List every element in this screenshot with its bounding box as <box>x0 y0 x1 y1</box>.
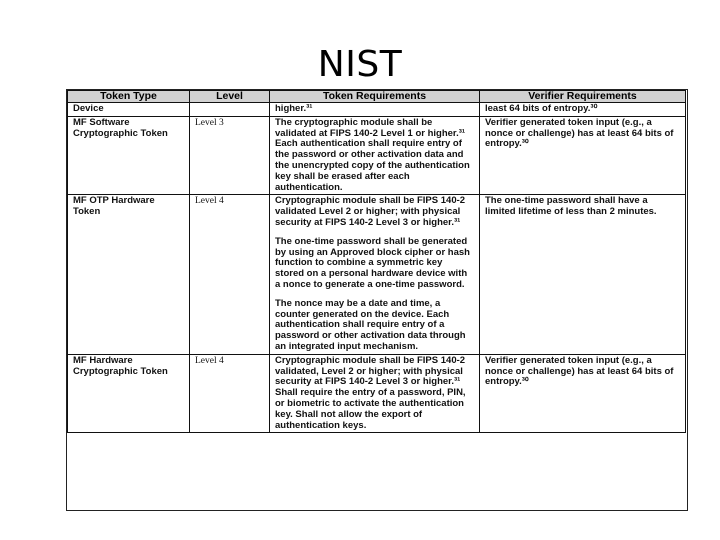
table-row <box>68 103 686 117</box>
cell-verifier-requirements: Verifier generated token input (e.g., a nonce or challenge) has at least 64 bits of entropy.³⁰ <box>480 116 686 195</box>
token-requirements-table <box>67 90 686 433</box>
cell-token-requirements <box>270 116 480 195</box>
cell-token-requirements <box>270 103 480 117</box>
cell-level: Level 4 <box>190 195 270 354</box>
cell-level: Level 3 <box>190 116 270 195</box>
slide-title: NIST <box>317 44 403 85</box>
cell-verifier-requirements: Verifier generated token input (e.g., a nonce or challenge) has at least 64 bits of entropy.³⁰ <box>480 354 686 433</box>
document-scan <box>66 89 688 511</box>
header-token-type: Token Type <box>68 91 190 103</box>
requirement-paragraph: higher.³¹ <box>275 103 313 114</box>
table-row <box>68 354 686 433</box>
header-token-requirements: Token Requirements <box>270 91 480 103</box>
requirement-paragraph: Cryptographic module shall be FIPS 140-2 validated Level 2 or higher; with physical security at FIPS 140-2 Level 3 or higher.³¹ <box>275 195 466 228</box>
table-row <box>68 195 686 354</box>
requirement-paragraph: Cryptographic module shall be FIPS 140-2 validated, Level 2 or higher; with physical security at FIPS 140-2 Level 3 or higher.³¹ Shall require the entry of a password, PIN, or biometric to activate the authentication key. Shall not allow the export of authentication keys. <box>275 354 466 431</box>
requirement-paragraph: The cryptographic module shall be validated at FIPS 140-2 Level 1 or higher.³¹ Each authentication shall require entry of the password or other activation data and the unencrypted copy of the authentication key shall be erased after each authentication. <box>275 116 470 193</box>
table-header-row <box>68 91 686 103</box>
header-verifier-requirements: Verifier Requirements <box>480 91 686 103</box>
cell-verifier-requirements: The one-time password shall have a limited lifetime of less than 2 minutes. <box>480 195 686 354</box>
cell-level <box>190 103 270 117</box>
cell-token-type: MF OTP Hardware Token <box>68 195 190 354</box>
cell-token-requirements <box>270 354 480 433</box>
header-level: Level <box>190 91 270 103</box>
cell-token-type: Device <box>68 103 190 117</box>
requirement-paragraph: The one-time password shall be generated by using an Approved block cipher or hash function to combine a symmetric key stored on a personal hardware device with a nonce to generate a one-time password. <box>275 235 470 290</box>
cell-verifier-requirements: least 64 bits of entropy.³⁰ <box>480 103 686 117</box>
cell-token-requirements <box>270 195 480 354</box>
cell-token-type: MF Software Cryptographic Token <box>68 116 190 195</box>
table-row <box>68 116 686 195</box>
cell-token-type: MF Hardware Cryptographic Token <box>68 354 190 433</box>
cell-level: Level 4 <box>190 354 270 433</box>
requirement-paragraph: The nonce may be a date and time, a counter generated on the device. Each authentication shall require entry of a password or other activation data through an integrated input mechanism. <box>275 297 466 352</box>
